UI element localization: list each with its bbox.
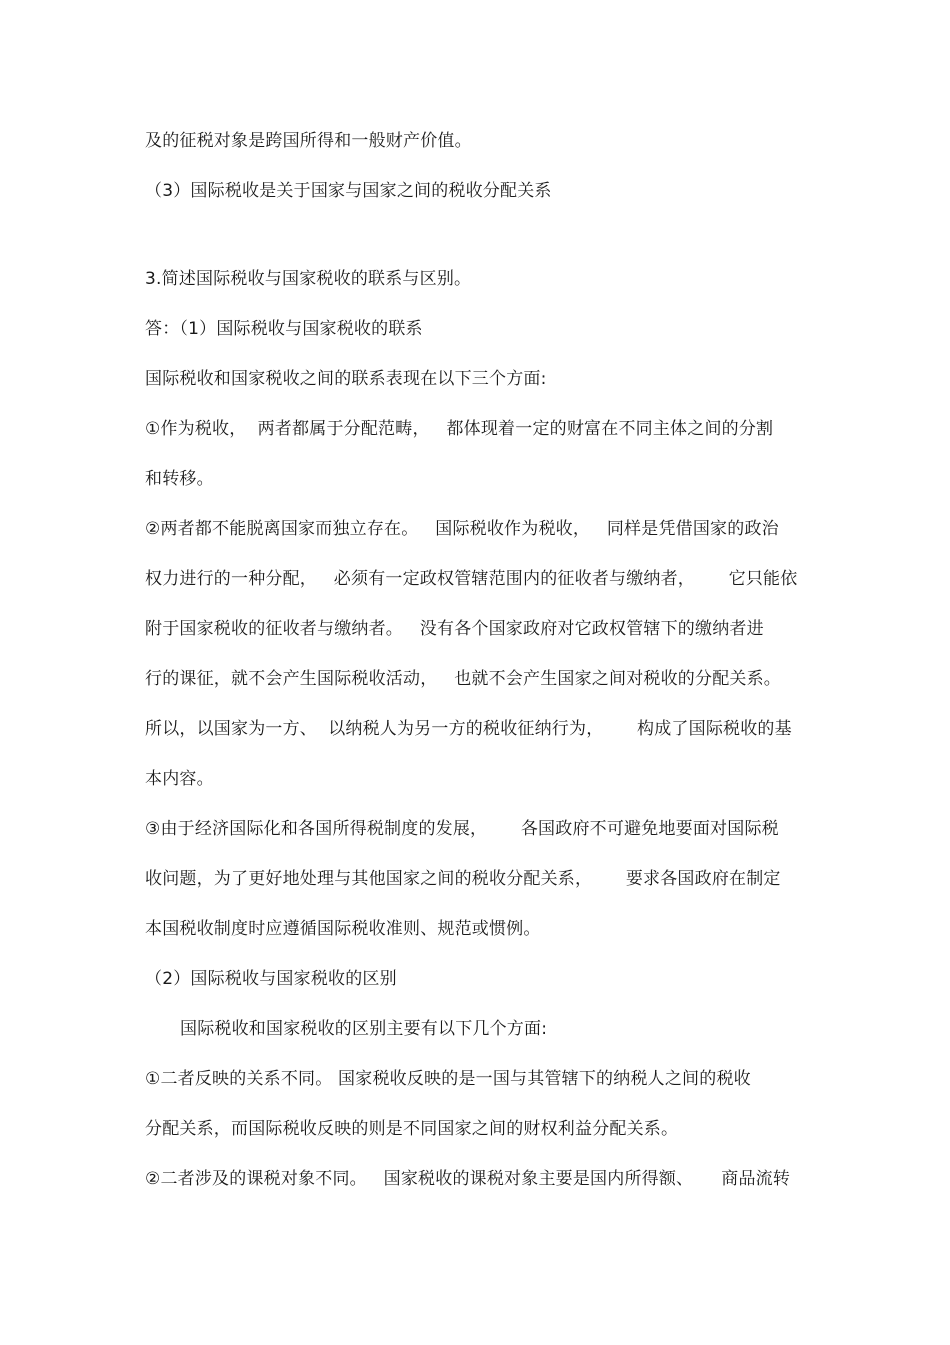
text-line-5: 国际税收和国家税收之间的联系表现在以下三个方面: [145, 369, 547, 389]
text-line-7: 和转移。 [145, 469, 214, 489]
text-line-10: 附于国家税收的征收者与缴纳者。 没有各个国家政府对它政权管辖下的缴纳者进 [145, 619, 764, 639]
text-line-6: ①作为税收， 两者都属于分配范畴， 都体现着一定的财富在不同主体之间的分割 [145, 419, 774, 439]
text-line-21: ②二者涉及的课税对象不同。 国家税收的课税对象主要是国内所得额、 商品流转 [145, 1169, 791, 1189]
text-line-1: 及的征税对象是跨国所得和一般财产价值。 [145, 131, 472, 151]
text-line-16: 本国税收制度时应遵循国际税收准则、规范或惯例。 [145, 919, 541, 939]
text-line-19: ①二者反映的关系不同。 国家税收反映的是一国与其管辖下的纳税人之间的税收 [145, 1069, 751, 1089]
text-line-13: 本内容。 [145, 769, 214, 789]
text-line-15: 收问题，为了更好地处理与其他国家之间的税收分配关系， 要求各国政府在制定 [145, 869, 781, 889]
text-line-9: 权力进行的一种分配， 必须有一定政权管辖范围内的征收者与缴纳者， 它只能依 [145, 569, 798, 589]
text-line-18: 国际税收和国家税收的区别主要有以下几个方面: [180, 1019, 548, 1039]
question-heading: 3.简述国际税收与国家税收的联系与区别。 [145, 269, 472, 289]
text-line-11: 行的课征，就不会产生国际税收活动， 也就不会产生国家之间对税收的分配关系。 [145, 669, 782, 689]
text-line-8: ②两者都不能脱离国家而独立存在。 国际税收作为税收， 同样是凭借国家的政治 [145, 519, 779, 539]
text-line-20: 分配关系，而国际税收反映的则是不同国家之间的财权利益分配关系。 [145, 1119, 679, 1139]
text-line-2: （3）国际税收是关于国家与国家之间的税收分配关系 [145, 181, 552, 201]
text-line-12: 所以，以国家为一方、 以纳税人为另一方的税收征纳行为， 构成了国际税收的基 [145, 719, 792, 739]
text-line-14: ③由于经济国际化和各国所得税制度的发展， 各国政府不可避免地要面对国际税 [145, 819, 779, 839]
answer-subheading-2: （2）国际税收与国家税收的区别 [145, 969, 397, 989]
answer-subheading-1: 答：（1）国际税收与国家税收的联系 [145, 319, 423, 339]
